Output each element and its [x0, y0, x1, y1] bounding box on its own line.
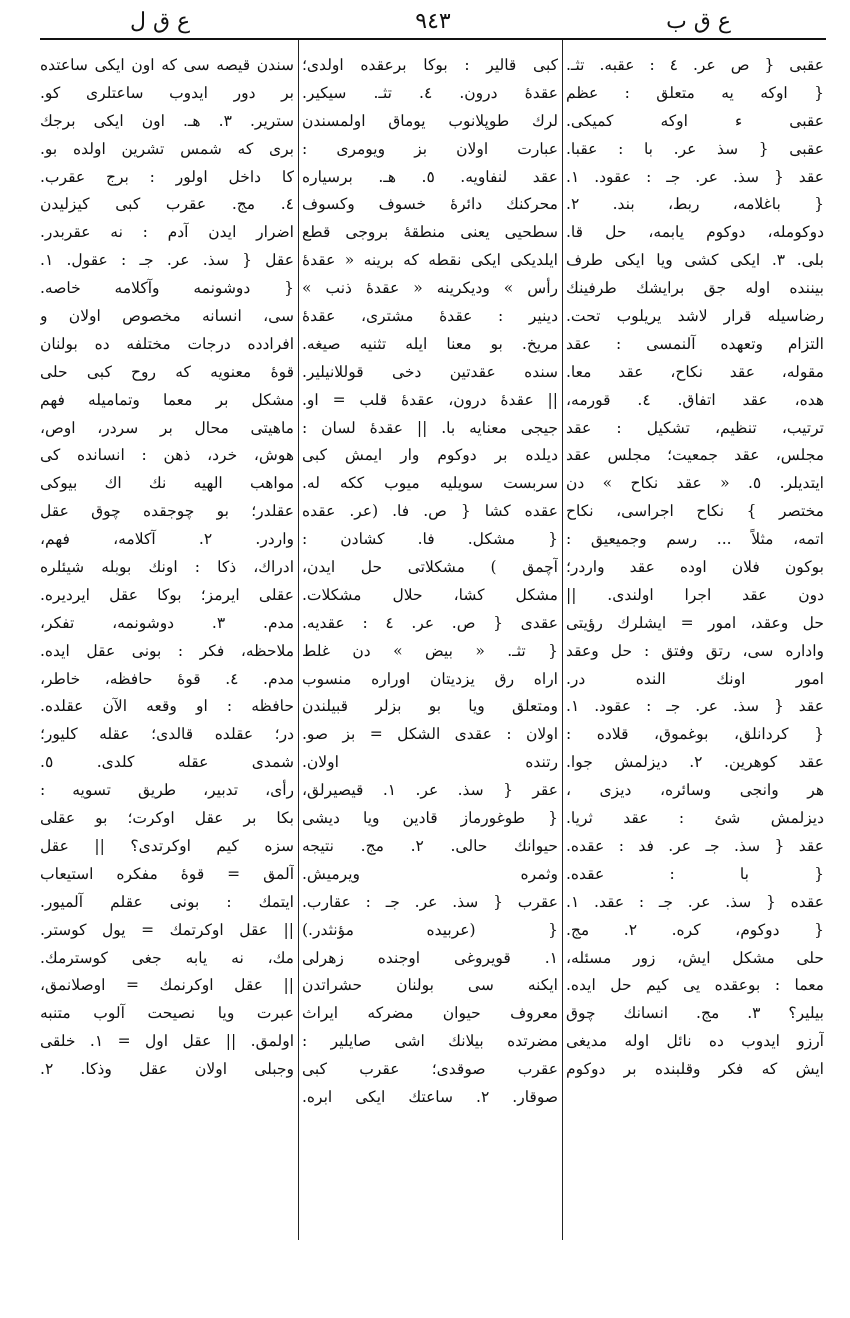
dictionary-line: عقرب صوقدى؛ عقرب كبى	[302, 1060, 558, 1079]
dictionary-line: عقد { سذ. عر. جـ : عقود. ١.	[566, 697, 824, 716]
dictionary-line: برى كه شمس تشرين اولده بو.	[40, 139, 294, 158]
dictionary-line: ديزلمش شئ : عقد ثريا.	[566, 809, 824, 828]
dictionary-line: كبى قالير : بوكا برعقده اولدى؛	[302, 56, 558, 74]
dictionary-line: مشكل كشا، حلال مشكلات.	[302, 585, 558, 604]
dictionary-line: عقده { سذ. عر. جـ : عقد. ١.	[566, 892, 824, 911]
dictionary-line: التزام وتعهده آلنمسى : عقد	[566, 334, 824, 353]
dictionary-line: || عقل اوكرنمك = اوصلانمق،	[40, 976, 294, 995]
dictionary-line: عقدى { ص. عر. ٤ : عقديه.	[302, 613, 558, 632]
dictionary-line: ومتعلق ويا بو بزلر قبيلندن	[302, 697, 558, 716]
dictionary-line: وثمره ويرميش.	[302, 864, 558, 883]
dictionary-line: كا داخل اولور : برج عقرب.	[40, 167, 294, 186]
dictionary-line: رضاسيله قرار لاشد يريلوب تحت.	[566, 307, 824, 326]
dictionary-line: سزه كيم اوكرتدى؟ || عقل	[40, 836, 294, 855]
dictionary-line: ترتيب، تنظيم، تشكيل : عقد	[566, 418, 824, 437]
dictionary-line: معما : بوعقده يى كيم حل ايده.	[566, 976, 824, 995]
dictionary-line: آچمق ) مشكلاتى حل ايدن،	[302, 558, 558, 577]
dictionary-line: مريخ. بو معنا ايله تثنيه صيغه.	[302, 334, 558, 353]
dictionary-line: عقد كوهرين. ٢. ديزلمش جوا.	[566, 753, 824, 772]
dictionary-line: عقد { سذ. عر. جـ : عقود. ١.	[566, 167, 824, 186]
dictionary-line: آلمق = قوهٔ مفكره استيعاب	[40, 864, 294, 883]
dictionary-line: مك، نه يابه جغى كوسترمك.	[40, 948, 294, 967]
dictionary-line: هده، عقد اتفاق. ٤. قورمه،	[566, 390, 824, 409]
dictionary-line: هوش، خرد، ذهن : انسانده كى	[40, 446, 294, 465]
dictionary-line: بر دور ايدوب ساعتلرى كو.	[40, 83, 294, 102]
header-right-root: ع ق ب	[666, 9, 731, 34]
dictionary-line: { باغلامه، ربط، بند. ٢.	[566, 195, 824, 214]
dictionary-line: { كردانلق، بوغموق، قلاده :	[566, 725, 824, 744]
dictionary-line: آرزو ايدوب ده نائل اوله مديغى	[566, 1032, 824, 1051]
dictionary-line: عقده كشا { ص. فا. (عر. عقده	[302, 502, 558, 521]
dictionary-line: { دوشونمه وآكلامه خاصه.	[40, 279, 294, 298]
header-rule	[40, 38, 826, 40]
dictionary-line: { با : عقده.	[566, 864, 824, 883]
dictionary-line: اولان : عقدى الشكل = بز صو.	[302, 725, 558, 744]
column-divider-right	[562, 40, 563, 1240]
column-middle	[302, 52, 558, 1238]
dictionary-line: ديلده بر دوكوم وار ايمش كبى	[302, 446, 558, 465]
dictionary-line: اولمق. || عقل اول = ١. خلقى	[40, 1032, 294, 1051]
dictionary-line: { مشكل. فا. كشادن :	[302, 530, 558, 549]
dictionary-line: اراه رق يزديتان اوراره منسوب	[302, 669, 558, 688]
dictionary-line: عقدهٔ درون. ٤. تثـ. سيكير.	[302, 83, 558, 102]
dictionary-line: { تثـ. « بيض » دن غلط	[302, 641, 558, 660]
page-number: ٩٤٣	[415, 9, 451, 34]
dictionary-line: مختصر } نكاح اجراسى، نكاح	[566, 502, 824, 521]
dictionary-line: مضرتده بيلانك اشى صايلير :	[302, 1032, 558, 1051]
dictionary-line: وجبلى اولان عقل وذكا. ٢.	[40, 1060, 294, 1079]
dictionary-line: عقل { سذ. عر. جـ : عقول. ١.	[40, 251, 294, 270]
dictionary-line: سندن قيصه سى كه اون ايكى ساعتده	[40, 56, 294, 74]
dictionary-line: عقرب { سذ. عر. جـ : عقارب.	[302, 892, 558, 911]
dictionary-line: دوكومله، دوكوم يابمه، حل قا.	[566, 223, 824, 242]
dictionary-line: عقلدر؛ بو چوجقده چوق عقل	[40, 502, 294, 521]
dictionary-line: عقبى { ص عر. ٤ : عقبه. تثـ.	[566, 56, 824, 74]
column-left	[40, 52, 294, 1238]
dictionary-line: || عقدهٔ درون، عقدهٔ قلب = او.	[302, 390, 558, 409]
dictionary-line: ادراك، ذكا : اونك بوبله شيئلره	[40, 558, 294, 577]
dictionary-line: هر وانجى وسائره، ديزى ،	[566, 781, 824, 800]
dictionary-line: عقد لنفاويه. ٥. هـ. برسياره	[302, 167, 558, 186]
dictionary-line: عبارت اولان بز ويومرى :	[302, 139, 558, 158]
dictionary-line: ٤. مج. عقرب كبى كيزليدن	[40, 195, 294, 214]
dictionary-line: ماهيتى محال بر سردر، اوص،	[40, 418, 294, 437]
dictionary-line: { دوكوم، كره. ٢. مج.	[566, 920, 824, 939]
dictionary-line: امور اونك النده در.	[566, 669, 824, 688]
dictionary-line: رأس » وديكرينه « عقدهٔ ذنب »	[302, 279, 558, 298]
dictionary-line: صوقار. ٢. ساعتك ايكى ابره.	[302, 1087, 558, 1106]
dictionary-line: حل وعقد، امور = ايشلرك رؤيتى	[566, 613, 824, 632]
dictionary-line: حافظه : او وقعه الآن عقلده.	[40, 697, 294, 716]
dictionary-line: افرادده درجات مختلفه ده بولنان	[40, 334, 294, 353]
dictionary-line: حيوانك حالى. ٢. مج. نتيجه	[302, 836, 558, 855]
dictionary-line: ايتمك : بونى عقلم آلميور.	[40, 892, 294, 911]
dictionary-line: اضرار ايدن آدم : نه عقربدر.	[40, 223, 294, 242]
dictionary-line: ايش كه فكر وقلبنده بر دوكوم	[566, 1060, 824, 1079]
dictionary-line: دون عقد اجرا اولندى. ||	[566, 585, 824, 604]
dictionary-line: مدم. ٣. دوشونمه، تفكر،	[40, 613, 294, 632]
dictionary-line: مشكل بر معما وتماميله فهم	[40, 390, 294, 409]
dictionary-line: محركنك دائرهٔ خسوف وكسوف	[302, 195, 558, 214]
dictionary-line: سربست سويليه ميوب ككه له.	[302, 474, 558, 493]
dictionary-line: اتمه، مثلاً ... رسم وجميعيق :	[566, 530, 824, 549]
dictionary-line: ايكنه سى بولنان حشراتدن	[302, 976, 558, 995]
dictionary-line: عبرت ويا نصيحت آلوب متنبه	[40, 1004, 294, 1023]
dictionary-line: ملاحظه، فكر : بونى عقل ايده.	[40, 641, 294, 660]
dictionary-line: { (عربيده مؤنثدر.)	[302, 920, 558, 939]
dictionary-line: حلى مشكل ايش، زور مسئله،	[566, 948, 824, 967]
dictionary-line: مجلس، عقد جمعيت؛ مجلس عقد	[566, 446, 824, 465]
dictionary-line: بيلير؟ ٣. مج. انسانك چوق	[566, 1004, 824, 1023]
dictionary-line: بكا بر عقل اوكرت؛ بو عقلى	[40, 809, 294, 828]
page-header	[40, 6, 826, 38]
header-left-root: ع ق ل	[130, 9, 191, 34]
dictionary-line: عقلى ايرمز؛ بوكا عقل ايرديره.	[40, 585, 294, 604]
dictionary-line: قوهٔ معنويه كه روح كبى حلى	[40, 362, 294, 381]
dictionary-line: ١. قويروغى اوجنده زهرلى	[302, 948, 558, 967]
dictionary-line: عقبى { سذ عر. با : عقبا.	[566, 139, 824, 158]
dictionary-line: سترير. ٣. هـ. اون ايكى برجك	[40, 111, 294, 130]
dictionary-line: مدم. ٤. قوهٔ حافظه، خاطر،	[40, 669, 294, 688]
dictionary-line: سى، انسانه مخصوص اولان و	[40, 307, 294, 326]
dictionary-line: در؛ عقلده قالدى؛ عقله كليور؛	[40, 725, 294, 744]
dictionary-line: مواهب الهيه نك اك بيوكى	[40, 474, 294, 493]
dictionary-line: عقر { سذ. عر. ١. قيصيرلق،	[302, 781, 558, 800]
column-right	[566, 52, 824, 1238]
dictionary-line: سنده عقدتين دخى قوللانيلير.	[302, 362, 558, 381]
dictionary-line: رتنده اولان.	[302, 753, 558, 772]
dictionary-line: ايتديلر. ٥. « عقد نكاح » دن	[566, 474, 824, 493]
dictionary-line: جيجى معنايه با. || عقدهٔ لسان :	[302, 418, 558, 437]
dictionary-line: بلى. ٣. ايكى كشى ويا ايكى طرف	[566, 251, 824, 270]
column-divider-left	[298, 40, 299, 1240]
dictionary-line: ايلديكى ايكى نقطه كه برينه « عقدهٔ	[302, 251, 558, 270]
dictionary-line: { اوكه يه متعلق : عظم	[566, 83, 824, 102]
dictionary-line: واردر. ٢. آكلامه، فهم،	[40, 530, 294, 549]
dictionary-line: عقد { سذ. جـ عر. فد : عقده.	[566, 836, 824, 855]
dictionary-line: بيننده اوله جق برايشك طرفينك	[566, 279, 824, 298]
dictionary-line: رأى، تدبير، طريق تسويه :	[40, 781, 294, 800]
dictionary-line: عقبى ء اوكه كميكى.	[566, 111, 824, 130]
dictionary-line: سطحيى يعنى منطقهٔ بروجى قطع	[302, 223, 558, 242]
dictionary-line: مقوله، عقد نكاح، عقد معا.	[566, 362, 824, 381]
dictionary-line: بوكون فلان اوده عقد واردر؛	[566, 558, 824, 577]
dictionary-line: واداره سى، رتق وفتق : حل وعقد	[566, 641, 824, 660]
dictionary-line: لرك طوپلانوب يوماق اولمسندن	[302, 111, 558, 130]
dictionary-line: معروف حيوان مضركه ايراث	[302, 1004, 558, 1023]
dictionary-line: || عقل اوكرتمك = يول كوستر.	[40, 920, 294, 939]
dictionary-line: { طوغورماز قادين ويا ديشى	[302, 809, 558, 828]
dictionary-line: دينير : عقدهٔ مشترى، عقدهٔ	[302, 307, 558, 326]
dictionary-line: شمدى عقله كلدى. ٥.	[40, 753, 294, 772]
